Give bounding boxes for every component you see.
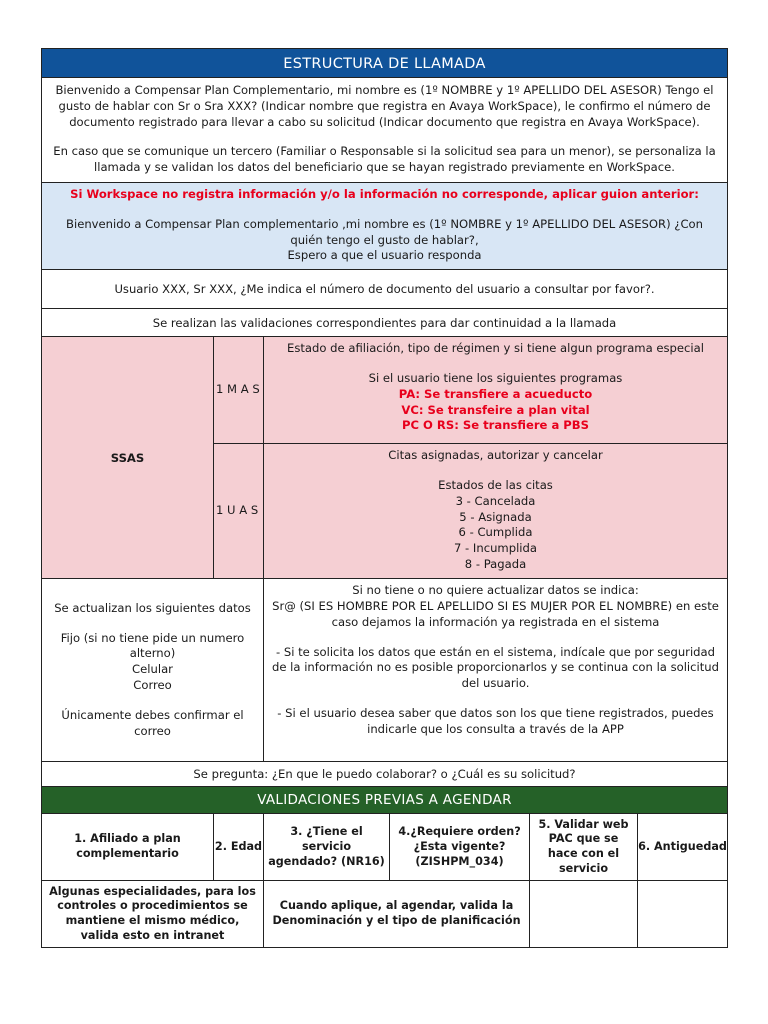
empty-cell-seniority: [638, 881, 727, 947]
workspace-note: [41, 183, 728, 270]
update-email: Correo: [133, 678, 172, 693]
state-pagada: 8 - Pagada: [464, 556, 527, 571]
document-title: ESTRUCTURA DE LLAMADA: [41, 48, 728, 78]
ask-document-row: Usuario XXX, Sr XXX, ¿Me indica el número de documento del usuario a consultar por favor?.: [41, 270, 728, 309]
section-title: VALIDACIONES PREVIAS A AGENDAR: [41, 787, 728, 814]
state-cancelada: 3 - Cancelada: [455, 493, 536, 508]
validations-header-row: [41, 814, 728, 881]
state-incumplida: 7 - Incumplida: [454, 541, 537, 556]
program-pc-rs: PC O RS: Se transfiere a PBS: [402, 418, 589, 433]
update-title: Se actualizan los siguientes datos: [54, 600, 251, 615]
state-cumplida: 6 - Cumplida: [458, 525, 533, 540]
mas-programs-intro: Si el usuario tiene los siguientes programas: [368, 370, 623, 385]
update-salutation-rule: Sr@ (SI ES HOMBRE POR EL APELLIDO SI ES MUJER POR EL NOMBRE) en este caso dejamos la información ya registrada en el sistema: [272, 598, 719, 629]
update-data-section: [41, 579, 728, 762]
update-right: [264, 579, 727, 761]
call-structure-document: [41, 48, 728, 948]
uas-description: Citas asignadas, autorizar y cancelar: [388, 448, 603, 463]
program-vc: VC: Se transfeire a plan vital: [401, 402, 590, 417]
update-mobile: Celular: [132, 662, 173, 677]
update-confirm-email: Únicamente debes confirmar el correo: [61, 707, 244, 738]
intro-section: [41, 78, 728, 183]
workspace-warning: Si Workspace no registra información y/o la información no corresponde, aplicar guion anterior:: [70, 186, 699, 201]
col-affiliate: 1. Afiliado a plan complementario: [42, 814, 214, 880]
note-same-doctor: Algunas especialidades, para los controles o procedimientos se mantiene el mismo médico, valida esto en intranet: [42, 881, 264, 947]
uas-row: [214, 444, 727, 578]
validations-notes-row: [41, 881, 728, 948]
update-left: [42, 579, 264, 761]
uas-content: [264, 444, 727, 578]
mas-code: 1 M A S: [214, 337, 264, 443]
col-validate-web: 5. Validar web PAC que se hace con el servicio: [530, 814, 638, 880]
ssas-label: SSAS: [42, 337, 214, 578]
validations-row: Se realizan las validaciones correspondientes para dar continuidad a la llamada: [41, 309, 728, 337]
question-row: Se pregunta: ¿En que le puedo colaborar? o ¿Cuál es su solicitud?: [41, 762, 728, 787]
col-seniority: 6. Antiguedad: [638, 839, 727, 853]
update-landline: Fijo (si no tiene pide un numero alterno): [60, 630, 245, 661]
intro-paragraph-1: Bienvenido a Compensar Plan Complementario, mi nombre es (1º NOMBRE y 1º APELLIDO DEL ASESOR) Tengo el gusto de hablar con Sr o Sra XXX? (Indicar nombre que registra en Avaya WorkSpace), le confirmo el número de documento registrado para llevar a cabo su solicitud (Indicar documento que registra en Avaya WorkSpace).: [55, 83, 714, 129]
update-no-data: Si no tiene o no quiere actualizar datos se indica:: [352, 583, 639, 598]
update-app-note: - Si el usuario desea saber que datos son los que tiene registrados, puedes indicarle que los consulta a través de la APP: [277, 705, 714, 736]
program-pa: PA: Se transfiere a acueducto: [398, 386, 593, 401]
col-age: 2. Edad: [214, 814, 264, 880]
workspace-greeting: Bienvenido a Compensar Plan complementario ,mi nombre es (1º NOMBRE y 1º APELLIDO DEL ASESOR) ¿Con quién tengo el gusto de hablar?,: [66, 216, 703, 247]
workspace-wait-line: Espero a que el usuario responda: [287, 248, 482, 263]
uas-states-title: Estados de las citas: [438, 477, 553, 492]
mas-description: Estado de afiliación, tipo de régimen y si tiene algun programa especial: [287, 341, 704, 356]
ssas-section: [41, 337, 728, 579]
col-order-required: 4.¿Requiere orden? ¿Esta vigente? (ZISHPM_034): [390, 814, 530, 880]
update-security-note: - Si te solicita los datos que están en el sistema, indícale que por seguridad de la información no es posible proporcionarlos y se continua con la solicitud del usuario.: [272, 644, 719, 691]
state-asignada: 5 - Asignada: [459, 509, 532, 524]
intro-paragraph-2: En caso que se comunique un tercero (Familiar o Responsable si la solicitud sea para un menor), se personaliza la llamada y se validan los datos del beneficiario que se hayan registrado previamente en WorkSpace.: [53, 144, 716, 175]
mas-row: [214, 337, 727, 444]
uas-code: 1 U A S: [214, 444, 264, 578]
note-denomination: Cuando aplique, al agendar, valida la Denominación y el tipo de planificación: [264, 881, 530, 947]
col-scheduled-service: 3. ¿Tiene el servicio agendado? (NR16): [264, 814, 390, 880]
empty-cell-web: [530, 881, 638, 947]
mas-content: [264, 337, 727, 443]
